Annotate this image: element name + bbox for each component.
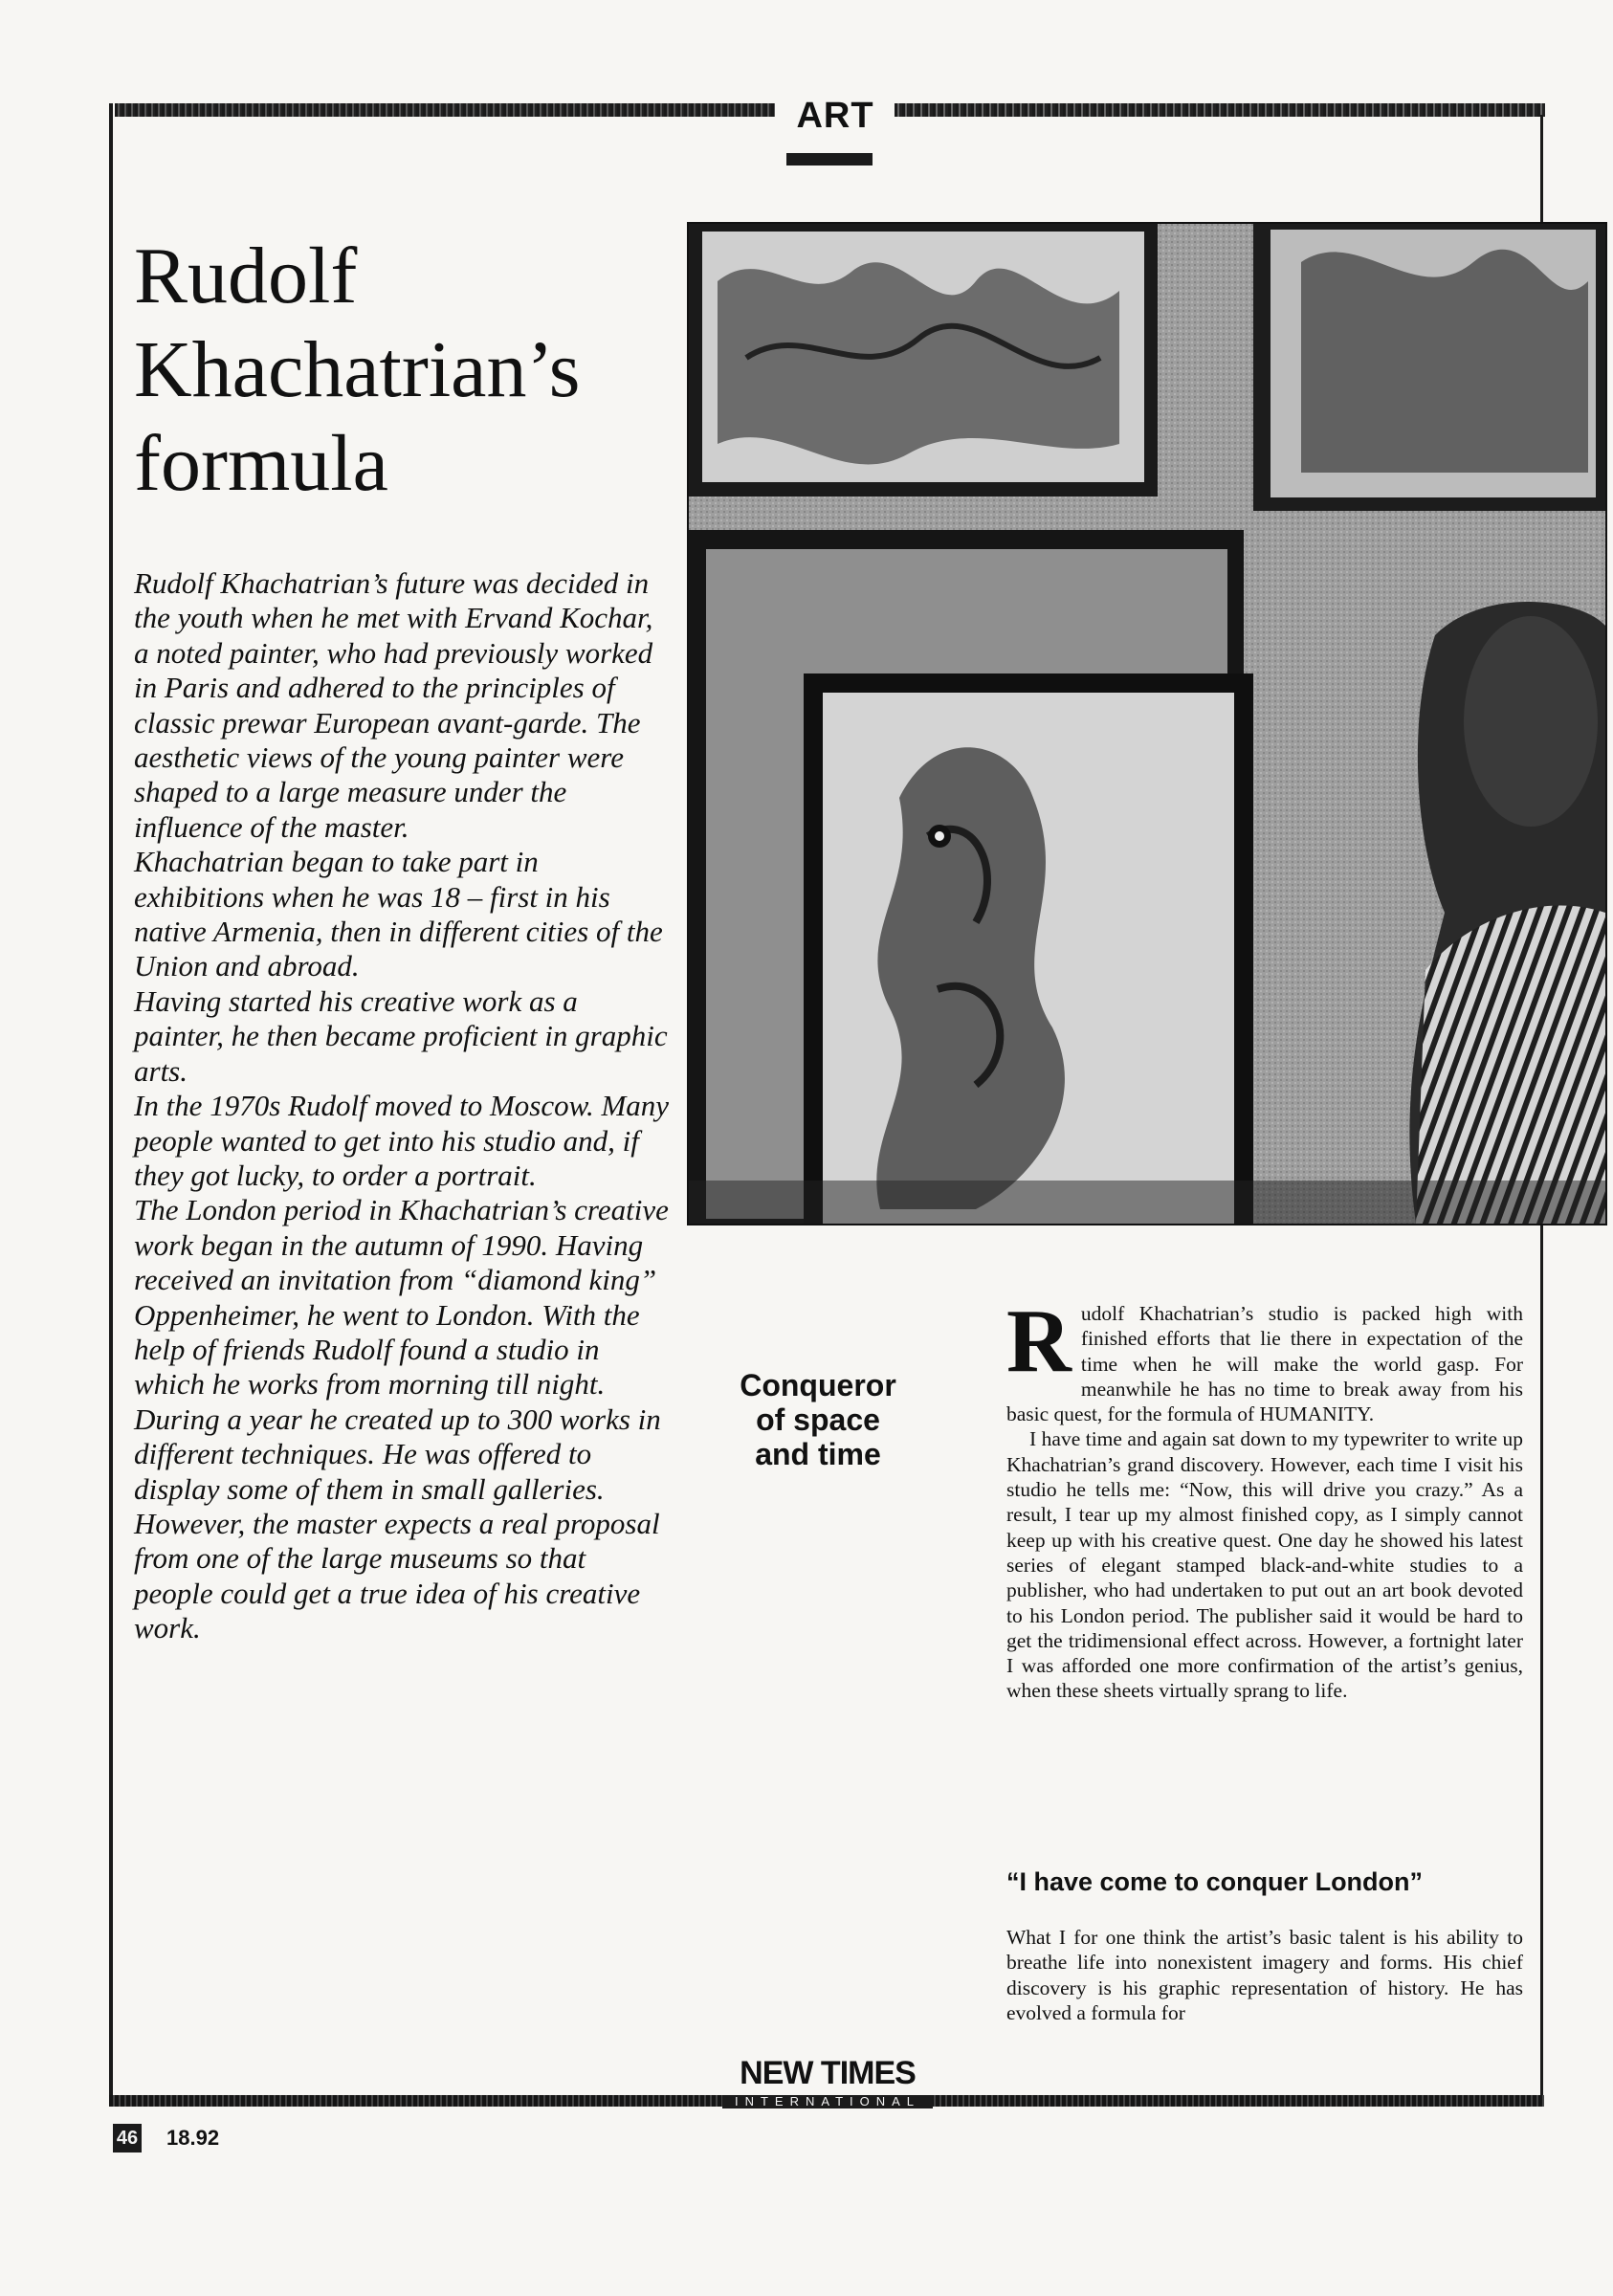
body-paragraph: I have time and again sat down to my typewriter to write up Khachatrian’s grand discovery. However, each time I visit his studio he tells me: “Now, this will drive you crazy.” As a result, I tear up my almost finished copy, as I simply cannot keep up with his creative quest. One day he showed his latest series of elegant stamped black-and-white studies to a publisher, who had undertaken to put out an art book devoted to his London period. The publisher said it would be hard to get the tridimensional effect across. However, a fortnight later I was afforded one more confirmation of the artist’s genius, when these sheets virtually sprang to life. bbox=[1006, 1427, 1523, 1703]
section-bar bbox=[786, 153, 873, 166]
article-title: Rudolf Khachatrian’s formula bbox=[134, 232, 581, 508]
page-number: 46 bbox=[113, 2124, 142, 2152]
sidebar-heading: Conqueror of space and time bbox=[740, 1368, 896, 1471]
masthead-subtitle: INTERNATIONAL bbox=[722, 2095, 933, 2108]
body-paragraph-continued: What I for one think the artist’s basic talent is his ability to breathe life into nonexistent imagery and forms. His chief discovery is his graphic representation of history. He has evolved a formula for bbox=[1006, 1926, 1523, 2024]
artist-studio-photo bbox=[687, 222, 1607, 1225]
header-rule-left bbox=[115, 103, 775, 117]
masthead-title: NEW TIMES bbox=[740, 2055, 916, 2091]
article-lede: Rudolf Khachatrian’s future was decided in the youth when he met with Ervand Kochar, a noted painter, who had previously worked in Paris and adhered to the principles of classic prewar European avant-garde. The aesthetic views of the young painter were shaped to a large measure under the influence of the master. Khachatrian began to take part in exhibitions when he was 18 – first in his native Armenia, then in different cities of the Union and abroad. Having started his creative work as a painter, he then became proficient in graphic arts. In the 1970s Rudolf moved to Moscow. Many people wanted to get into his studio and, if they got lucky, to order a portrait. The London period in Khachatrian’s creative work began in the autumn of 1990. Having received an invitation from “diamond king” Oppenheimer, he went to London. With the help of friends Rudolf found a studio in which he works from morning till night. During a year he created up to 300 works in different techniques. He was offered to display some of them in small galleries. However, the master expects a real proposal from one of the large museums so that people could get a true idea of his creative work. bbox=[134, 566, 670, 1645]
body-paragraph bbox=[1006, 1292, 1523, 1426]
issue-number: 18.92 bbox=[166, 2126, 220, 2150]
subheading: “I have come to conquer London” bbox=[1006, 1867, 1424, 1896]
frame-left-rule bbox=[109, 103, 113, 2105]
section-label: ART bbox=[796, 96, 874, 136]
article-body-column bbox=[1006, 1292, 1523, 1704]
paragraph-text: udolf Khachatrian’s studio is packed high with finished efforts that lie there in expectation of the time when he will make the world gasp. For meanwhile he has no time to break away from his basic quest, for the formula of HUMANITY. bbox=[1006, 1302, 1523, 1426]
drop-cap: R bbox=[1006, 1292, 1072, 1391]
header-rule-right bbox=[895, 103, 1545, 117]
